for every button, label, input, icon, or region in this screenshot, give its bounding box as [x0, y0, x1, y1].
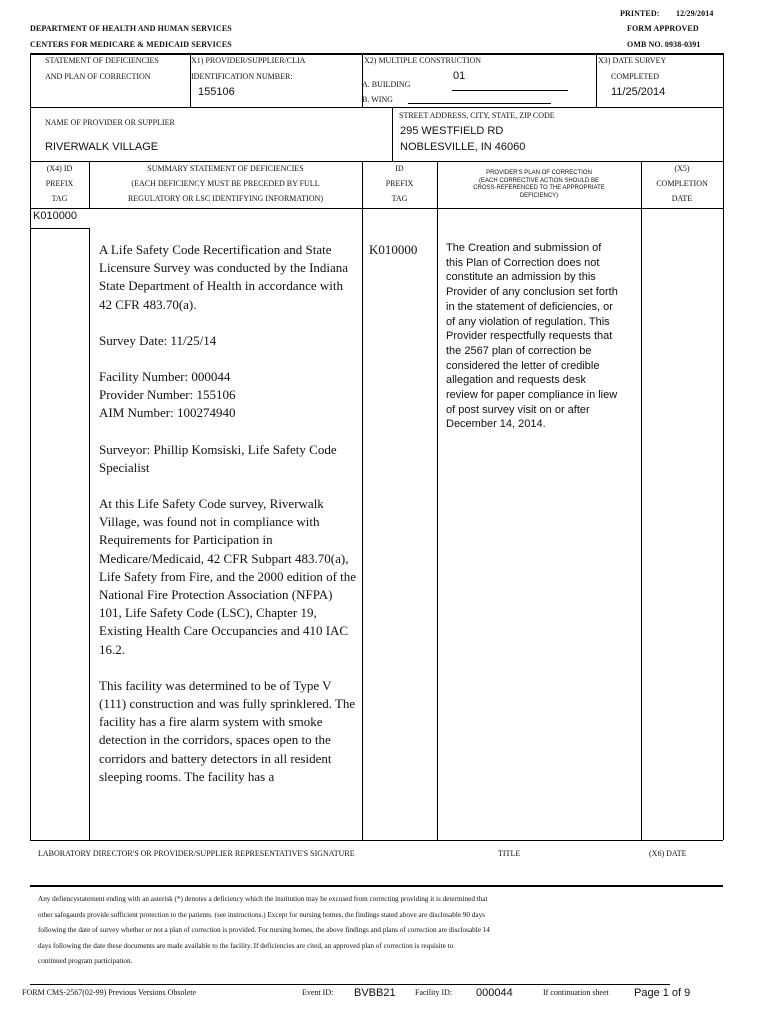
continuation-label: If continuation sheet — [543, 988, 609, 997]
building-value: 01 — [453, 70, 466, 82]
form-approved: FORM APPROVED — [627, 24, 699, 33]
summary-paragraph: Surveyor: Phillip Komsiski, Life Safety Code Specialist — [99, 441, 337, 475]
summary-header-note2: REGULATORY OR LSC IDENTIFYING INFORMATION) — [127, 194, 324, 203]
completed-label: COMPLETED — [611, 72, 659, 81]
id-tag-label: TAG — [391, 194, 408, 203]
summary-statement — [99, 241, 357, 804]
form-number: FORM CMS-2567(02-99) Previous Versions Obsolete — [22, 988, 197, 997]
id-prefix-label: PREFIX — [385, 179, 414, 188]
summary-paragraph: This facility was determined to be of Type V (111) construction and was fully sprinklered. The facility has a fire alarm system with smoke detection in the corridors, spaces open to the corridors and battery detectors in all resident sleeping rooms. The facility has a — [99, 677, 356, 784]
x1-label: X1) PROVIDER/SUPPLIER/CLIA — [191, 56, 306, 65]
department-name: DEPARTMENT OF HEALTH AND HUMAN SERVICES — [30, 24, 232, 33]
x4-tag-label: TAG — [51, 194, 68, 203]
printed-label: PRINTED: — [620, 9, 660, 18]
poc-header-note3: DEFICIENCY) — [519, 192, 559, 199]
plan-of-correction-text: The Creation and submission of this Plan of Correction does not constitute an admission by this Provider of any conclusion set forth in the statement of deficiencies, or of any violation of regulation. This Provider respectfully requests that the 2567 plan of correction be considered the letter of credible allegation and requests desk review for paper compliance in liew of post survey visit on or after December 14, 2014. — [446, 242, 618, 431]
cms-name: CENTERS FOR MEDICARE & MEDICAID SERVICES — [30, 40, 232, 49]
x4-prefix-label: PREFIX — [45, 179, 74, 188]
address-line2: NOBLESVILLE, IN 46060 — [400, 141, 526, 153]
title-label: TITLE — [498, 849, 521, 858]
x2-label: X2) MULTIPLE CONSTRUCTION — [364, 56, 482, 65]
summary-paragraph: A Life Safety Code Recertification and State Licensure Survey was conducted by the Indiana State Department of Health in accordance with 42 CFR 483.70(a). — [99, 242, 349, 312]
provider-id-value: 155106 — [198, 86, 235, 98]
disclaimer-line: Any defiencystatement ending with an asterisk (*) denotes a deficiency which the institution may be excused from correcting providing it is determined that — [38, 895, 488, 903]
poc-header-note2: CROSS-REFERENCED TO THE APPROPRIATE — [473, 185, 605, 191]
poc-header-note1: (EACH CORRECTIVE ACTION SHOULD BE — [478, 177, 600, 184]
disclaimer-line: continued program participation. — [38, 957, 133, 965]
x4-id-label: (X4) ID — [46, 164, 73, 173]
disclaimer-line: following the date of survey whether or not a plan of correction is provided. For nursing homes, the above findings and plans of correction are disclosable 14 — [38, 926, 490, 934]
x1-id-label: IDENTIFICATION NUMBER: — [191, 72, 293, 81]
director-signature-label: LABORATORY DIRECTOR'S OR PROVIDER/SUPPLIER REPRESENTATIVE'S SIGNATURE — [38, 849, 355, 858]
right-tag: K010000 — [369, 242, 418, 257]
x3-label: X3) DATE SURVEY — [598, 56, 667, 65]
summary-header-note: (EACH DEFICIENCY MUST BE PRECEDED BY FULL — [131, 179, 320, 188]
summary-paragraph: Facility Number: 000044 Provider Number: 155106 AIM Number: 100274940 — [99, 369, 236, 421]
x6-date-label: (X6) DATE — [649, 849, 687, 858]
facility-id-value: 000044 — [476, 987, 513, 999]
date-label: DATE — [671, 194, 693, 203]
provider-name-value: RIVERWALK VILLAGE — [45, 141, 159, 153]
event-id-value: BVBB21 — [354, 987, 396, 999]
statement-label: STATEMENT OF DEFICIENCIES — [45, 56, 159, 65]
x5-label: (X5) — [674, 164, 690, 173]
address-line1: 295 WESTFIELD RD — [400, 125, 504, 137]
completion-label: COMPLETION — [656, 179, 708, 188]
wing-label: B. WING — [362, 95, 393, 104]
provider-name-label: NAME OF PROVIDER OR SUPPLIER — [45, 118, 175, 127]
facility-id-label: Facility ID: — [415, 988, 453, 997]
address-label: STREET ADDRESS, CITY, STATE, ZIP CODE — [399, 111, 555, 120]
disclaimer-line: other safegaurds provide sufficient protection to the patients. (see instructions.) Except for nursing homes, the findings stated above are disclosable 90 days — [38, 910, 485, 919]
printed-date: 12/29/2014 — [676, 9, 714, 18]
page-number: Page 1 of 9 — [634, 987, 691, 999]
disclaimer — [38, 892, 718, 970]
disclaimer-line: days following the date these documents are made available to the facility. If deficiencies are cited, an approved plan of correction is requisite to — [38, 941, 454, 950]
survey-date-value: 11/25/2014 — [611, 86, 666, 98]
poc-header: PROVIDER'S PLAN OF CORRECTION — [486, 170, 592, 176]
left-tag: K010000 — [33, 210, 78, 222]
event-id-label: Event ID: — [302, 988, 334, 997]
building-label: A. BUILDING — [362, 80, 411, 89]
plan-label: AND PLAN OF CORRECTION — [45, 72, 151, 81]
summary-header: SUMMARY STATEMENT OF DEFICIENCIES — [147, 164, 304, 173]
summary-paragraph: Survey Date: 11/25/14 — [99, 332, 217, 348]
id-label: ID — [395, 164, 404, 173]
summary-paragraph: At this Life Safety Code survey, Riverwalk Village, was found not in compliance with Requirements for Participation in Medicare/Medicaid, 42 CFR Subpart 483.70(a), Life Safety from Fire, and the 2000 edition of the National Fire Protection Association (NFPA) 101, Life Safety Code (LSC), Chapter 19, Existing Health Care Occupancies and 410 IAC 16.2. — [99, 496, 357, 657]
omb-number: OMB NO. 0938-0391 — [627, 40, 701, 49]
